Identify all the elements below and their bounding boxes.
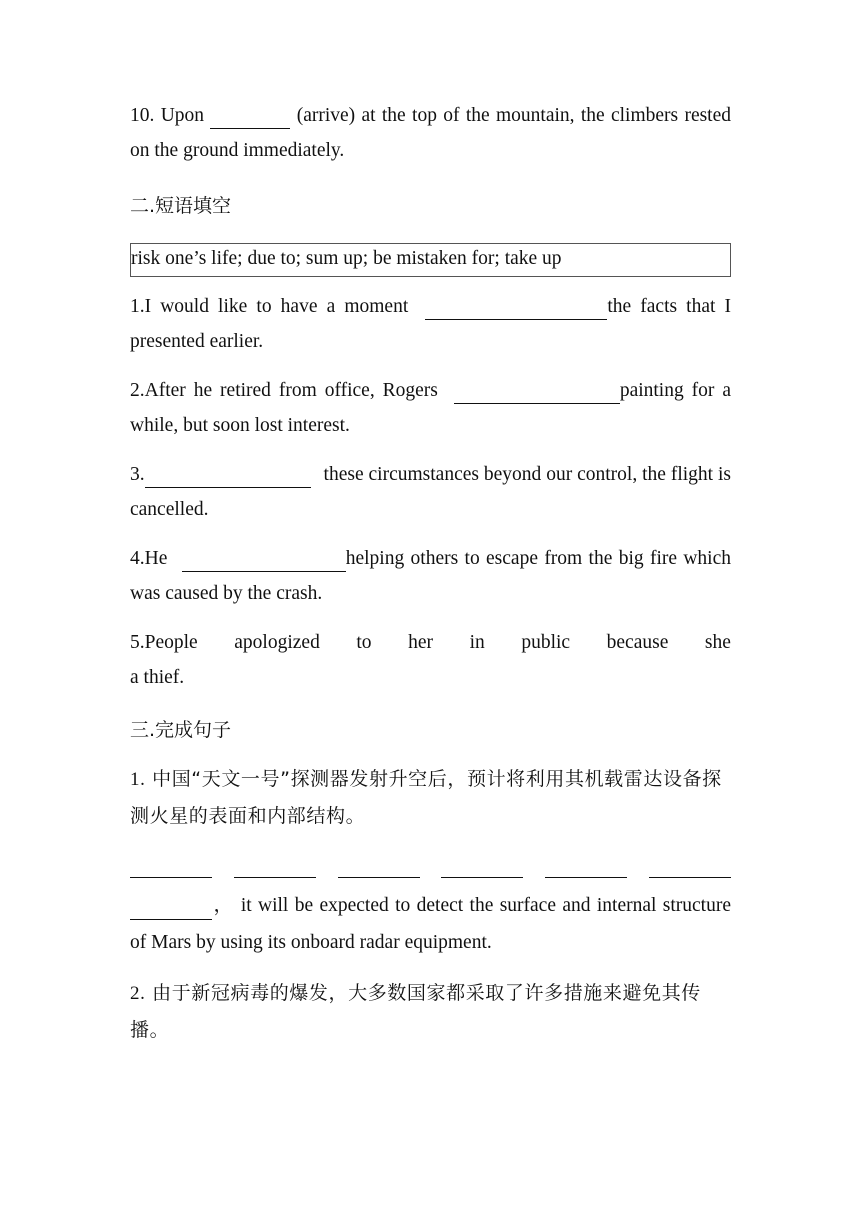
question-5-line-1 [130,625,731,660]
translation-question-2 [130,975,731,1048]
question-text-after: the facts that I presented earlier. [130,296,732,352]
question-number: 3. [130,464,145,485]
answer-blanks-row [130,852,731,887]
answer-blank[interactable] [454,373,620,408]
chinese-text: 由于新冠病毒的爆发，大多数国家都采取了许多措施来避免其传播。 [130,982,701,1041]
question-number: 1. [130,769,146,790]
question-word: to [356,632,372,653]
worksheet-page [130,98,731,1048]
chinese-prompt [130,761,731,834]
question-text-after: painting for a while, but soon lost interest. [130,380,731,436]
question-10 [130,98,731,168]
question-word-text: People [144,632,198,653]
phrase-question-5 [130,625,731,695]
question-word: her [408,632,434,653]
question-5-line-2: a thief. [130,667,185,688]
question-text-before: After he retired from office, Rogers [144,380,438,401]
question-number: 2. [130,380,145,401]
english-sentence [130,887,731,961]
question-number: 4. [130,548,145,569]
question-word: in [469,632,485,653]
question-text-after: these circumstances beyond our control, the flight is cancelled. [130,464,732,520]
phrase-question-1 [130,289,731,359]
phrase-question-4 [130,541,731,611]
answer-blank[interactable] [145,457,311,492]
answer-blank[interactable] [441,852,523,887]
question-text-before: He [144,548,168,569]
answer-blank[interactable] [649,852,731,887]
phrase-question-2 [130,373,731,443]
answer-blank[interactable] [338,852,420,887]
answer-blank[interactable] [545,852,627,887]
answer-blank[interactable] [130,887,212,924]
question-word: public [521,632,571,653]
question-word: she [704,632,731,653]
question-text-after: helping others to escape from the big fire which was caused by the crash. [130,548,732,604]
phrase-list: risk one’s life; due to; sum up; be mistaken for; take up [131,248,562,269]
question-number: 10. [130,105,155,126]
question-number: 5. [130,632,145,653]
question-text-after: at the top of the mountain, the climbers rested on the ground immediately. [130,105,732,161]
question-word: because [606,632,669,653]
question-text-before: Upon [160,105,205,126]
answer-blank[interactable] [130,852,212,887]
question-word: apologized [234,632,320,653]
question-hint: (arrive) [296,105,356,126]
phrase-question-3 [130,457,731,527]
answer-blank[interactable] [210,98,290,133]
answer-blank[interactable] [425,289,607,324]
question-text-before: I would like to have a moment [144,296,409,317]
question-number: 1. [130,296,145,317]
section-3-heading: 三.完成句子 [130,719,232,741]
question-number: 2. [130,983,146,1004]
section-2-heading: 二.短语填空 [130,195,232,217]
english-text: ， it will be expected to detect the surface and internal structure of Mars by using its onboard radar equipment. [130,895,731,953]
chinese-prompt [130,975,731,1048]
phrase-word-box [130,243,731,277]
translation-question-1 [130,761,731,961]
question-word [130,625,198,660]
answer-blank[interactable] [182,541,346,576]
answer-blank[interactable] [234,852,316,887]
chinese-text: 中国“天文一号”探测器发射升空后，预计将利用其机载雷达设备探测火星的表面和内部结构。 [130,768,722,827]
